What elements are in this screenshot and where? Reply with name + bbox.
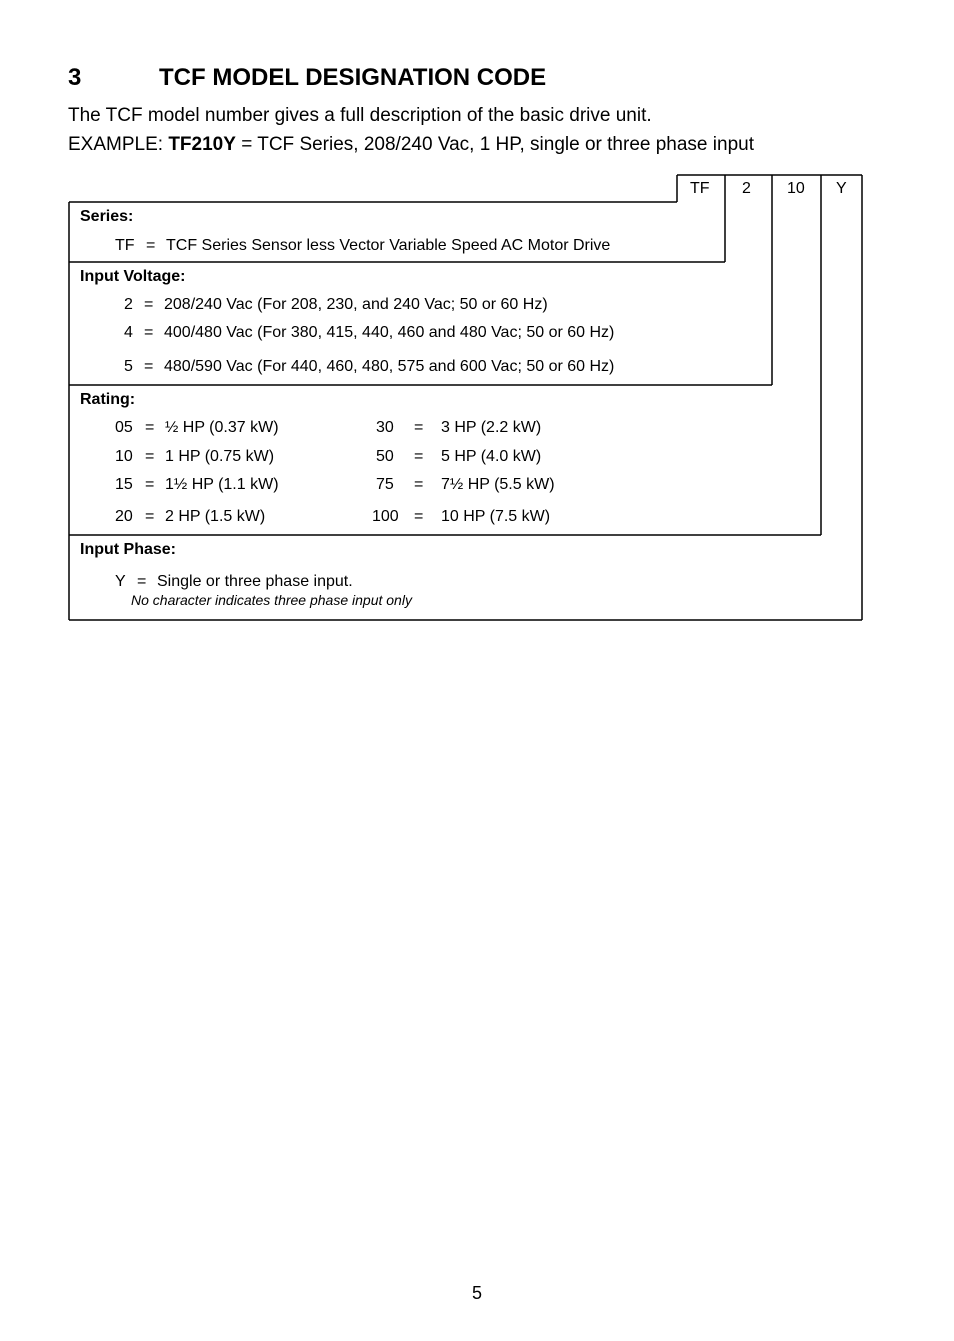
voltage-desc: 208/240 Vac (For 208, 230, and 240 Vac; 50 or 60 Hz): [164, 296, 548, 313]
code-box-phase: Y: [836, 180, 847, 197]
code-box-voltage: 2: [742, 180, 751, 197]
rating-code: 05: [115, 419, 133, 436]
code-box-series: TF: [690, 180, 710, 197]
rating-code: 20: [115, 508, 133, 525]
section-number: 3: [68, 64, 82, 91]
rating-eq: =: [414, 476, 424, 493]
rating-code: 50: [376, 448, 394, 465]
rating-desc: 5 HP (4.0 kW): [441, 448, 542, 465]
voltage-code: 5: [124, 358, 133, 375]
rating-label: Rating:: [80, 391, 136, 408]
rating-eq: =: [145, 508, 155, 525]
rating-eq: =: [145, 476, 155, 493]
series-desc: TCF Series Sensor less Vector Variable Speed AC Motor Drive: [166, 237, 611, 254]
example-prefix: EXAMPLE:: [68, 134, 169, 155]
voltage-eq: =: [144, 358, 154, 375]
page-number: 5: [472, 1283, 483, 1303]
rating-desc: 1½ HP (1.1 kW): [165, 476, 279, 493]
input-phase-label: Input Phase:: [80, 541, 177, 558]
voltage-eq: =: [144, 324, 154, 341]
series-eq: =: [146, 237, 156, 254]
rating-desc: ½ HP (0.37 kW): [165, 419, 279, 436]
rating-desc: 7½ HP (5.5 kW): [441, 476, 555, 493]
voltage-eq: =: [144, 296, 154, 313]
rating-code: 15: [115, 476, 133, 493]
series-code: TF: [115, 237, 135, 254]
rating-eq: =: [145, 448, 155, 465]
rating-eq: =: [414, 508, 424, 525]
voltage-code: 2: [124, 296, 133, 313]
section-title: TCF MODEL DESIGNATION CODE: [159, 64, 547, 91]
phase-eq: =: [137, 573, 147, 590]
voltage-desc: 400/480 Vac (For 380, 415, 440, 460 and 480 Vac; 50 or 60 Hz): [164, 324, 615, 341]
rating-eq: =: [414, 448, 424, 465]
intro-line: The TCF model number gives a full description of the basic drive unit.: [68, 105, 652, 126]
series-label: Series:: [80, 208, 134, 225]
rating-desc: 10 HP (7.5 kW): [441, 508, 551, 525]
input-voltage-label: Input Voltage:: [80, 268, 186, 285]
example-code: TF210Y: [168, 134, 236, 155]
rating-desc: 2 HP (1.5 kW): [165, 508, 266, 525]
rating-eq: =: [145, 419, 155, 436]
phase-note: No character indicates three phase input only: [131, 592, 412, 608]
rating-code: 10: [115, 448, 133, 465]
voltage-desc: 480/590 Vac (For 440, 460, 480, 575 and 600 Vac; 50 or 60 Hz): [164, 358, 615, 375]
rating-desc: 3 HP (2.2 kW): [441, 419, 542, 436]
rating-code: 30: [376, 419, 394, 436]
example-description: = TCF Series, 208/240 Vac, 1 HP, single or three phase input: [235, 134, 754, 155]
phase-desc: Single or three phase input.: [157, 573, 353, 590]
rating-eq: =: [414, 419, 424, 436]
rating-desc: 1 HP (0.75 kW): [165, 448, 275, 465]
code-box-rating: 10: [787, 180, 805, 197]
phase-code: Y: [115, 573, 126, 590]
voltage-code: 4: [124, 324, 133, 341]
rating-code: 75: [376, 476, 394, 493]
rating-code: 100: [372, 508, 399, 525]
